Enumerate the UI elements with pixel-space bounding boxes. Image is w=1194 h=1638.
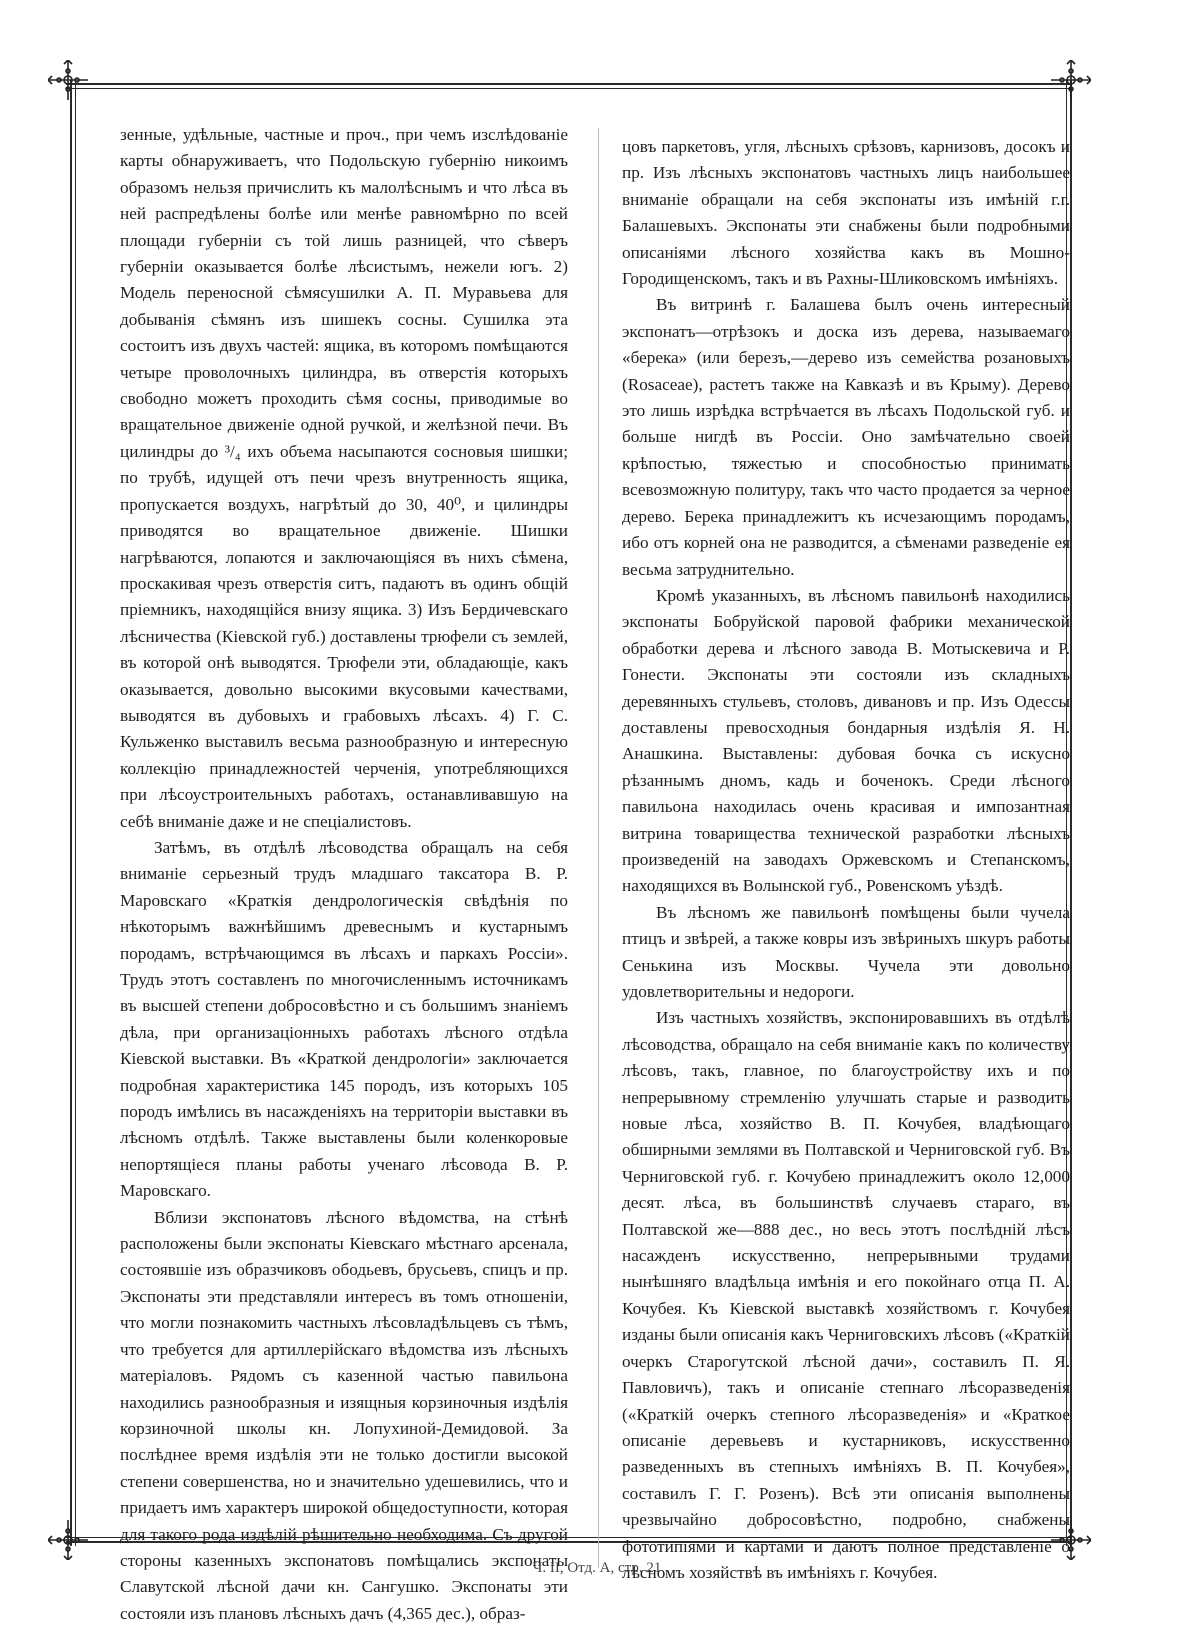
column-divider bbox=[598, 128, 599, 1568]
frame-top-line bbox=[66, 83, 1072, 85]
right-paragraph-3: Кромѣ указанныхъ, въ лѣсномъ павильонѣ находились экспонаты Бобруйской паровой фабрики механической обработки дерева и лѣсного завода В. Мотыскевича и Р. Гонести. Экспонаты эти состояли изъ складныхъ деревянныхъ стульевъ, столовъ, дивановъ и пр. Изъ Одессы доставлены превосходныя бондарныя издѣлія Я. Н. Анашкина. Выставлены: дубовая бочка съ искусно рѣзаннымъ дномъ, кадь и боченокъ. Среди лѣсного павильона находилась очень красивая и импозантная витрина товарищества технической разработки лѣсныхъ произведеній на заводахъ Оржевскомъ и Степанскомъ, находящихся въ Волынской губ., Ровенскомъ уѣздѣ. bbox=[622, 585, 1070, 896]
right-paragraph-2: Въ витринѣ г. Балашева былъ очень интересный экспонатъ—отрѣзокъ и доска изъ дерева, называемаго «берека» (или березъ,—дерево изъ семейства розановыхъ (Rosaceae), растетъ также на Кавказѣ и въ Крыму). Дерево это лишь изрѣдка встрѣчается въ лѣсахъ Подольской губ. и больше нигдѣ въ Россіи. Оно замѣчательно своей крѣпостью, тяжестью и способностью принимать всевозможную политуру, такъ что часто продается за черное дерево. Берека принадлежитъ къ исчезающимъ породамъ, ибо отъ корней она не разводится, а сѣменами разведеніе ея весьма затруднительно. bbox=[622, 295, 1070, 579]
corner-ornament-top-left-icon bbox=[48, 60, 88, 100]
frame-top-line-inner bbox=[66, 88, 1072, 89]
right-column bbox=[622, 134, 1070, 1586]
right-paragraph-1: цовъ паркетовъ, угля, лѣсныхъ срѣзовъ, карнизовъ, досокъ и пр. Изъ лѣсныхъ экспонатовъ частныхъ лицъ наибольшее вниманіе обращали на себя экспонаты изъ имѣній г.г. Балашевыхъ. Экспонаты эти снабжены были подробными описаніями лѣсного хозяйства какъ въ Мошно-Городищенскомъ, такъ и въ Рахны-Шликовскомъ имѣніяхъ. bbox=[622, 137, 1070, 289]
left-paragraph-1: зенные, удѣльные, частные и проч., при чемъ изслѣдованіе карты обнаруживаетъ, что Подольскую губернію никоимъ образомъ нельзя причислить къ малолѣснымъ и что лѣса въ ней распредѣлены болѣе или менѣе равномѣрно по всей площади губерніи съ той лишь разницей, что сѣверъ губерніи оказывается болѣе лѣсистымъ, нежели югъ. 2) Модель переносной сѣмясушилки А. П. Муравьева для добыванія сѣмянъ изъ шишекъ сосны. Сушилка эта состоитъ изъ двухъ частей: ящика, въ которомъ помѣщаются четыре проволочныхъ цилиндра, въ отверстія которыхъ свободно можетъ проходить сѣмя сосны, приводимые во вращательное движеніе одной ручкой, и желѣзной печи. Въ цилиндры до ³/₄ ихъ объема насыпаются сосновыя шишки; по трубѣ, идущей отъ печи чрезъ внутренность ящика, пропускается воздухъ, нагрѣтый до 30, 40⁰, и цилиндры приводятся во вращательное движеніе. Шишки нагрѣваются, лопаются и заключающіяся въ нихъ сѣмена, проскакивая чрезъ отверстія ситъ, падаютъ въ одинъ общій пріемникъ, находящійся внизу ящика. 3) Изъ Бердичевскаго лѣсничества (Кіевской губ.) доставлены трюфели съ землей, въ которой онѣ выводятся. Трюфели эти, обладающіе, какъ оказывается, довольно высокими вкусовыми качествами, выводятся въ дубовыхъ и грабовыхъ лѣсахъ. 4) Г. С. Кульженко выставилъ весьма разнообразную и интересную коллекцію принадлежностей черченія, употребляющихся при лѣсоустроительныхъ работахъ, останавливавшую на себѣ вниманіе даже и не спеціалистовъ. bbox=[120, 125, 568, 831]
left-column bbox=[120, 122, 568, 1627]
frame-left-line-inner bbox=[75, 80, 76, 1546]
frame-right-line bbox=[1070, 80, 1072, 1546]
frame-left-line bbox=[70, 80, 72, 1546]
corner-ornament-bottom-left-icon bbox=[48, 1520, 88, 1560]
left-paragraph-2: Затѣмъ, въ отдѣлѣ лѣсоводства обращалъ на себя вниманіе серьезный трудъ младшаго таксатора В. Р. Маровскаго «Краткія дендрологическія свѣдѣнія по нѣкоторымъ важнѣйшимъ древеснымъ и кустарнымъ породамъ, встрѣчающимся въ лѣсахъ и паркахъ Россіи». Трудъ этотъ составленъ по многочисленнымъ источникамъ въ высшей степени добросовѣстно и съ большимъ знаніемъ дѣла, при организаціонныхъ работахъ лѣсного отдѣла Кіевской выставки. Въ «Краткой дендрологіи» заключается подробная характеристика 145 породъ, изъ которыхъ 105 породъ имѣлись въ насажденіяхъ на территоріи выставки въ лѣсномъ отдѣлѣ. Также выставлены были коленкоровые непортящіеся планы работы ученаго лѣсовода В. Р. Маровскаго. bbox=[120, 837, 568, 1201]
right-paragraph-4: Въ лѣсномъ же павильонѣ помѣщены были чучела птицъ и звѣрей, а также ковры изъ звѣриныхъ шкуръ работы Сенькина изъ Москвы. Чучела эти довольно удовлетворительны и недороги. bbox=[622, 902, 1070, 1001]
corner-ornament-top-right-icon bbox=[1051, 60, 1091, 100]
page-footer: Ч. II, Отд. А, стр. 21 bbox=[532, 1560, 662, 1576]
right-paragraph-5: Изъ частныхъ хозяйствъ, экспонировавшихъ въ отдѣлѣ лѣсоводства, обращало на себя вниманіе какъ по количеству лѣсовъ, такъ, главное, по благоустройству ихъ и по непрерывному стремленію улучшать старые и разводить новые лѣса, хозяйство В. П. Кочубея, владѣющаго обширными землями въ Полтавской и Черниговской губ. Въ Черниговской губ. г. Кочубею принадлежитъ около 12,000 десят. лѣса, въ большинствѣ случаевъ стараго, въ Полтавской же—888 дес., но весь этотъ послѣдній лѣсъ насажденъ искусственно, непрерывными трудами нынѣшняго владѣльца имѣнія и его покойнаго отца П. А. Кочубея. Къ Кіевской выставкѣ хозяйствомъ г. Кочубея изданы были описанія какъ Черниговскихъ лѣсовъ («Краткій очеркъ Старогутской лѣсной дачи», составилъ П. Я. Павловичъ), такъ и описаніе степнаго лѣсоразведенія («Краткій очеркъ степного лѣсоразведенія» и «Краткое описаніе деревьевъ и кустарниковъ, искусственно разведенныхъ въ степныхъ имѣніяхъ В. П. Кочубея», составилъ Г. Г. Розенъ). Всѣ эти описанія выполнены чрезвычайно добросовѣстно, подробно, снабжены фототипіями и картами и даютъ полное представленіе о лѣсномъ хозяйствѣ въ имѣніяхъ г. Кочубея. bbox=[622, 1008, 1070, 1582]
left-paragraph-3: Вблизи экспонатовъ лѣсного вѣдомства, на стѣнѣ расположены были экспонаты Кіевскаго мѣстнаго арсенала, состоявшіе изъ образчиковъ ободьевъ, брусьевъ, спицъ и пр. Экспонаты эти представляли интересъ въ томъ отношеніи, что могли познакомить частныхъ лѣсовладѣльцевъ съ тѣмъ, что требуется для артиллерійскаго вѣдомства изъ лѣсныхъ матеріаловъ. Рядомъ съ казенной частью павильона находились разнообразныя и изящныя корзиночныя издѣлія корзиночной школы кн. Лопухиной-Демидовой. За послѣднее время издѣлія эти не только достигли высокой степени совершенства, но и значительно удешевились, что и придаетъ имъ характеръ широкой общедоступности, которая для такого рода издѣлій рѣшительно необходима. Съ другой стороны казенныхъ экспонатовъ помѣщались экспонаты Славутской лѣсной дачи кн. Сангушко. Экспонаты эти состояли изъ плановъ лѣсныхъ дачъ (4,365 дес.), образ- bbox=[120, 1207, 568, 1623]
